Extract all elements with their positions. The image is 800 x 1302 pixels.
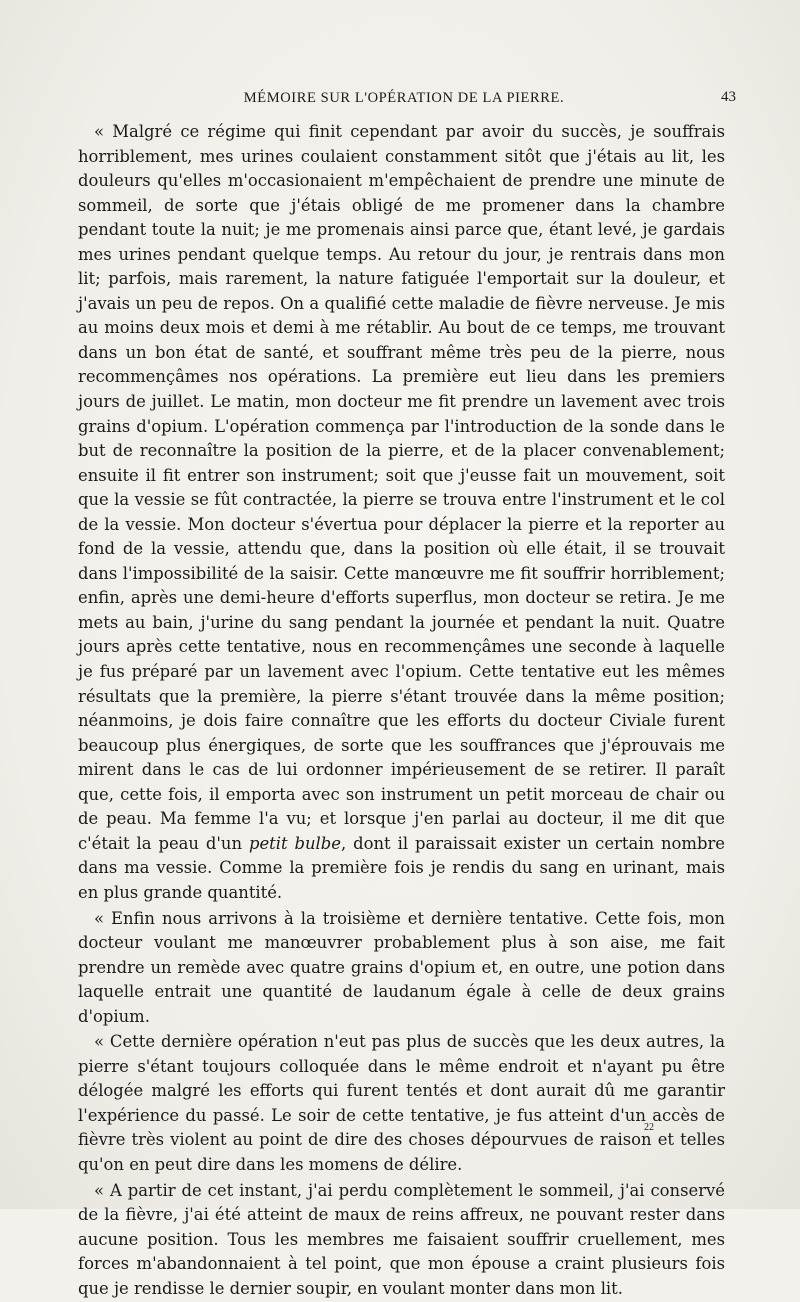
italic-term: petit bulbe	[248, 833, 341, 853]
paragraph-3	[78, 1030, 725, 1177]
paragraph-text: « Malgré ce régime qui finit cependant par avoir du succès, je souffrais horriblement, mes urines coulaient constamment sitôt que j'étais au lit, les douleurs qu'elles m'occasionaient m'empêchaient de prendre une minute de sommeil, de sorte que j'étais obligé de me promener dans la chambre pendant toute la nuit; je me promenais ainsi parce que, étant levé, je gardais mes urines pendant quelque temps. Au retour du jour, je rentrais dans mon lit; parfois, mais rarement, la nature fatiguée l'emportait sur la douleur, et j'avais un peu de repos. On a qualifié cette maladie de fièvre nerveuse. Je mis au moins deux mois et demi à me rétablir. Au bout de ce temps, me trouvant dans un bon état de santé, et souffrant même très peu de la pierre, nous recommençâmes nos opérations. La première eut lieu dans les premiers jours de juillet. Le matin, mon docteur me fit prendre un lavement avec trois grains d'opium. L'opération commença par l'introduction de la sonde dans le but de reconnaître la position de la pierre, et de la placer convenablement; ensuite il fit entrer son instrument; soit que j'eusse fait un mouvement, soit que la vessie se fût contractée, la pierre se trouva entre l'instrument et le col de la vessie. Mon docteur s'évertua pour déplacer la pierre et la reporter au fond de la vessie, attendu que, dans la position où elle était, il se trouvait dans l'impossibilité de la saisir. Cette manœuvre me fit souffrir horriblement; enfin, après une demi-heure d'efforts superflus, mon docteur se retira. Je me mets au bain, j'urine du sang pendant la journée et pendant la nuit. Quatre jours après cette tentative, nous en recommençâmes une seconde à laquelle je fus préparé par un lavement avec l'opium. Cette tentative eut les mêmes résultats que la première, la pierre s'étant trouvée dans la même position; néanmoins, je dois faire connaître que les efforts du docteur Civiale furent beaucoup plus énergiques, de sorte que les souffrances que j'éprouvais me mirent dans le cas de lui ordonner impérieusement de se retirer. Il paraît que, cette fois, il emporta avec son instrument un petit morceau de chair ou de peau. Ma femme l'a vu; et lorsque j'en parlai au docteur, il me dit que c'était la peau d'un	[78, 122, 725, 853]
body-text	[78, 120, 725, 1302]
paragraph-text: « Cette dernière opération n'eut pas plus de succès que les deux autres, la pierre s'étant toujours colloquée dans le même endroit et n'ayant pu être délogée malgré les efforts qui furent tentés et dont aurait dû me garantir l'expérience du passé. Le soir de cette tentative, je fus atteint d'un accès de fièvre très violent au point de dire des choses dépourvues de raison et telles qu'on en peut dire dans les momens de délire.	[78, 1032, 725, 1174]
paragraph-2	[78, 907, 725, 1030]
paragraph-text-continued: , dont il paraissait exister un certain nombre dans ma vessie. Comme la première fois je rendis du sang en urinant, mais en plus grande quantité.	[78, 833, 725, 902]
paragraph-1	[78, 120, 725, 906]
paragraph-text: « A partir de cet instant, j'ai perdu complètement le sommeil, j'ai conservé de la fièvre, j'ai été atteint de maux de reins affreux, ne pouvant rester dans aucune position. Tous les membres me faisaient souffrir cruellement, mes forces m'abandonnaient à tel point, que mon épouse a craint plusieurs fois que je rendisse le dernier soupir, en voulant monter dans mon lit.	[78, 1180, 725, 1298]
paragraph-text: « Enfin nous arrivons à la troisième et dernière tentative. Cette fois, mon docteur voulant me manœuvrer probablement plus à son aise, me fait prendre un remède avec quatre grains d'opium et, en outre, une potion dans laquelle entrait une quantité de laudanum égale à celle de deux grains d'opium.	[78, 908, 725, 1026]
running-title: MÉMOIRE SUR L'OPÉRATION DE LA PIERRE.	[243, 90, 565, 106]
paragraph-4	[78, 1179, 725, 1302]
page-number: 43	[721, 89, 736, 105]
signature-mark: 22	[644, 1122, 654, 1133]
running-head	[78, 89, 736, 114]
